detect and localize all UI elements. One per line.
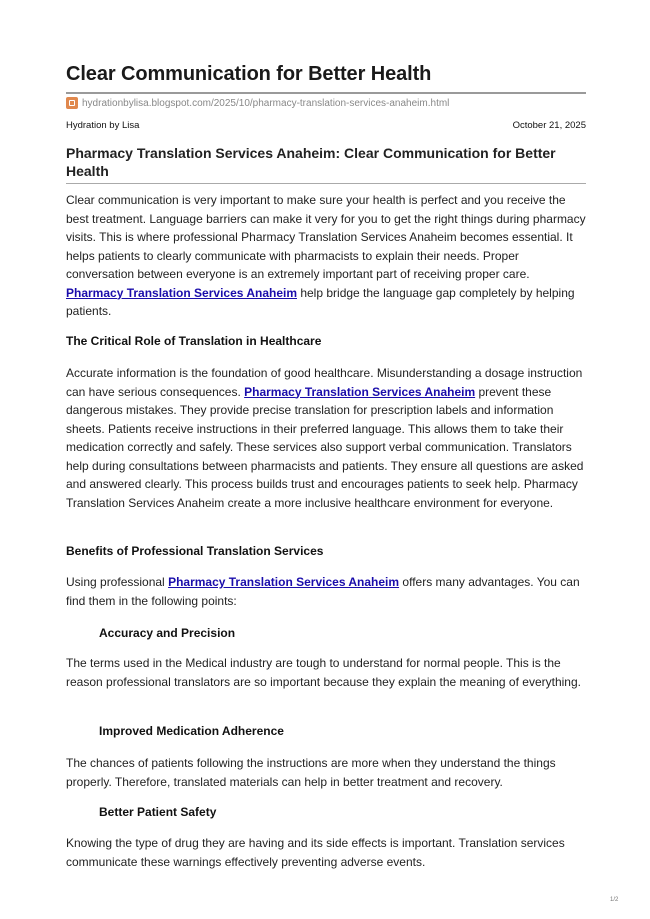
critical-role-paragraph	[66, 364, 586, 512]
benefit-text: The chances of patients following the instructions are more when they understand the things properly. Therefore, translated materials can help in better treatment and recovery.	[66, 756, 556, 789]
benefits-intro-text-end: offers many advantages. You can find them in the following points:	[66, 575, 580, 608]
post-title-divider	[66, 183, 586, 184]
benefit-heading: Accuracy and Precision	[99, 626, 236, 640]
critical-role-text: Accurate information is the foundation of good healthcare. Misunderstanding a dosage instruction can have serious consequences.	[66, 366, 583, 399]
source-url-row	[66, 97, 449, 109]
post-meta	[66, 120, 586, 131]
benefit-text: Knowing the type of drug they are having and its side effects is important. Translation services communicate these warnings effectively preventing adverse events.	[66, 836, 565, 869]
benefits-intro-paragraph	[66, 573, 586, 610]
post-title: Pharmacy Translation Services Anaheim: Clear Communication for Better Health	[66, 145, 556, 179]
section-heading-critical-role: The Critical Role of Translation in Healthcare	[66, 334, 322, 348]
benefit-text: The terms used in the Medical industry are tough to understand for normal people. This is the reason professional translators are so important because they explain the meaning of everything.	[66, 656, 581, 689]
benefits-link[interactable]: Pharmacy Translation Services Anaheim	[168, 575, 400, 589]
source-url[interactable]: hydrationbylisa.blogspot.com/2025/10/pharmacy-translation-services-anaheim.html	[82, 97, 450, 109]
benefit-heading: Better Patient Safety	[99, 805, 217, 819]
title-divider	[66, 92, 586, 94]
critical-role-text-end: prevent these dangerous mistakes. They provide precise translation for prescription labels and information sheets. Patients receive instructions in their preferred language. This allows them to take their medication correctly and safely. These services also support verbal communication. Translators help during consultations between pharmacists and patients. They ensure all questions are asked and answered clearly. This process builds trust and encourages patients to seek help. Pharmacy Translation Services Anaheim create a more inclusive healthcare environment for everyone.	[66, 384, 584, 510]
post-date: October 21, 2025	[512, 120, 586, 131]
intro-paragraph	[66, 191, 586, 321]
section-heading-benefits: Benefits of Professional Translation Services	[66, 544, 324, 558]
page-title: Clear Communication for Better Health	[66, 63, 432, 85]
author: Hydration by Lisa	[66, 120, 140, 131]
benefits-intro-text: Using professional	[66, 575, 169, 589]
intro-link[interactable]: Pharmacy Translation Services Anaheim	[66, 285, 297, 300]
page-number: 1/2	[610, 897, 619, 903]
benefit-heading: Improved Medication Adherence	[99, 724, 284, 738]
intro-text: Clear communication is very important to make sure your health is perfect and you receive the best treatment. Language barriers can make it very for you to get the right things during pharmacy visits. This is where professional Pharmacy Translation Services Anaheim becomes essential. It helps patients to clearly communicate with pharmacists to explain their needs. Proper conversation between everyone is an extremely important part of receiving proper care.	[66, 193, 586, 281]
critical-role-link[interactable]: Pharmacy Translation Services Anaheim	[244, 384, 476, 399]
intro-text-end: help bridge the language gap completely by helping patients.	[66, 285, 575, 318]
blogger-icon	[66, 97, 78, 109]
